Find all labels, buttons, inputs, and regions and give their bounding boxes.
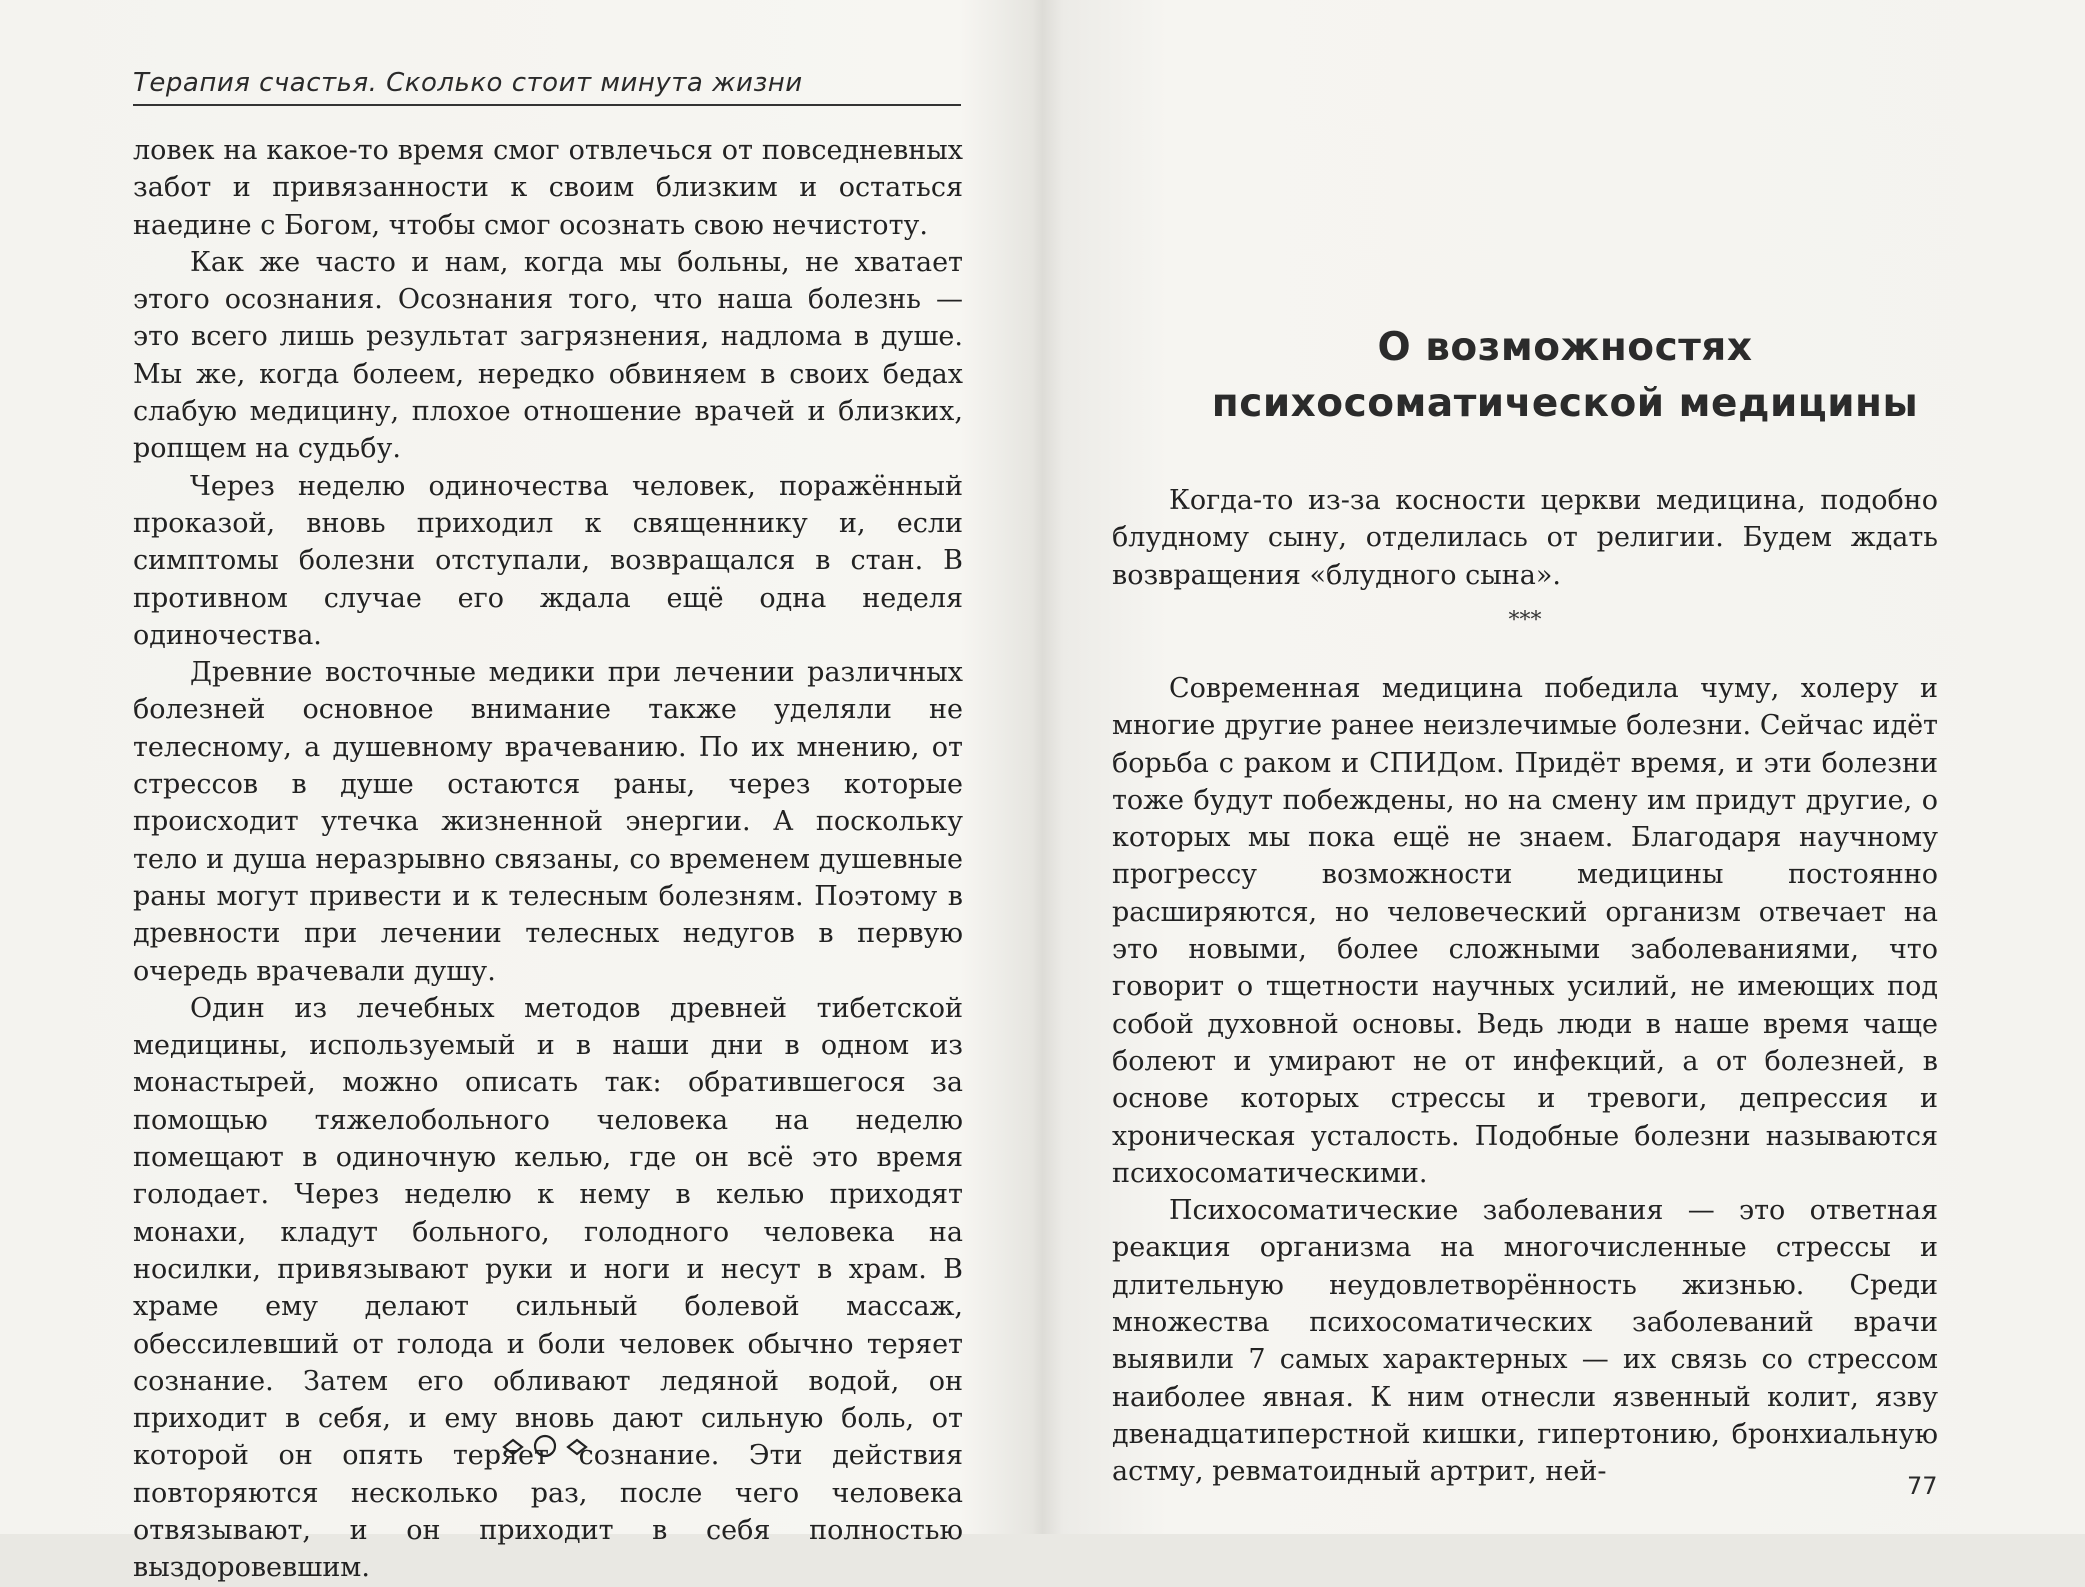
paragraph: Один из лечебных методов древней тибетской медицины, используемый и в наши дни в одном из монастырей, можно описать так: обратившегося за помощью тяжелобольного человека на неделю помещают в одиночную келью, где он всё это время голодает. Через неделю к нему в келью приходят монахи, кладут больного, голодного человека на носилки, привязывают руки и ноги и несут в храм. В храме ему делают сильный болевой массаж, обессилевший от голода и боли человек обычно теряет сознание. Затем его обливают ледяной водой, он приходит в себя, и ему вновь дают сильную боль, от которой он опять теряет сознание. Эти действия повторяются несколько раз, после чего человека отвязывают, и он приходит в себя полностью выздоровевшим. (133, 992, 963, 1584)
chapter-title (1165, 320, 1965, 432)
paragraph: Как же часто и нам, когда мы больны, не хватает этого осознания. Осознания того, что наша болезнь — это всего лишь результат загрязнения, надлома в душе. Мы же, когда болеем, нередко обвиняем в своих бедах слабую медицину, плохое отношение врачей и близких, ропщем на судьбу. (133, 246, 963, 465)
paragraph: Современная медицина победила чуму, холеру и многие другие ранее неизлечимые болезни. Сейчас идёт борьба с раком и СПИДом. Придёт время, и эти болезни тоже будут побеждены, но на смену им придут другие, о которых мы пока ещё не знаем. Благодаря научному прогрессу возможности медицины постоянно расширяются, но человеческий организм отвечает на это новыми, более сложными заболеваниями, что говорит о тщетности научных усилий, не имеющих под собой духовной основы. Ведь люди в наше время чаще болеют и умирают не от инфекций, а от болезней, в основе которых стрессы и тревоги, депрессия и хроническая усталость. Подобные болезни называются психосоматическими. (1112, 673, 1938, 1189)
running-head: Терапия счастья. Сколько стоит минута жизни (133, 68, 961, 106)
paragraph: Древние восточные медики при лечении различных болезней основное внимание также уделяли не телесному, а душевному врачеванию. По их мнению, от стрессов в душе остаются раны, через которые происходит утечка жизненной энергии. А поскольку тело и душа неразрывно связаны, со временем душевные раны могут привести и к телесным болезням. Поэтому в древности при лечении телесных недугов в первую очередь врачевали душу. (133, 657, 963, 987)
page-ornament-icon (500, 1432, 590, 1462)
page-number: 77 (1907, 1472, 1938, 1500)
chapter-title-line: психосоматической медицины (1211, 381, 1919, 426)
chapter-title-line: О возможностях (1377, 325, 1753, 370)
paragraph: Психосоматические заболевания — это ответная реакция организма на многочисленные стрессы и длительную неудовлетворённость жизнью. Среди множества психосоматических заболеваний врачи выявили 7 самых характерных — их связь со стрессом наиболее явная. К ним отнесли язвенный колит, язву двенадцатиперстной кишки, гипертонию, бронхиальную астму, ревматоидный артрит, ней- (1112, 1195, 1938, 1488)
right-page-body (1112, 670, 1938, 1491)
right-page (1045, 0, 2085, 1534)
section-separator: *** (1508, 608, 1542, 633)
paragraph: Через неделю одиночества человек, поражённый проказой, вновь приходил к священнику и, если симптомы болезни отступали, возвращался в стан. В противном случае его ждала ещё одна неделя одиночества. (133, 470, 963, 651)
paragraph: ловек на какое-то время смог отвлечься от повседневных забот и привязанности к своим близким и остаться наедине с Богом, чтобы смог осознать свою нечистоту. (133, 135, 963, 241)
left-page (0, 0, 1040, 1584)
paragraph: Когда-то из-за косности церкви медицина, подобно блудному сыну, отделилась от религии. Будем ждать возвращения «блудного сына». (1112, 485, 1938, 591)
epigraph-paragraph (1112, 482, 1938, 594)
left-page-body (133, 132, 963, 1587)
